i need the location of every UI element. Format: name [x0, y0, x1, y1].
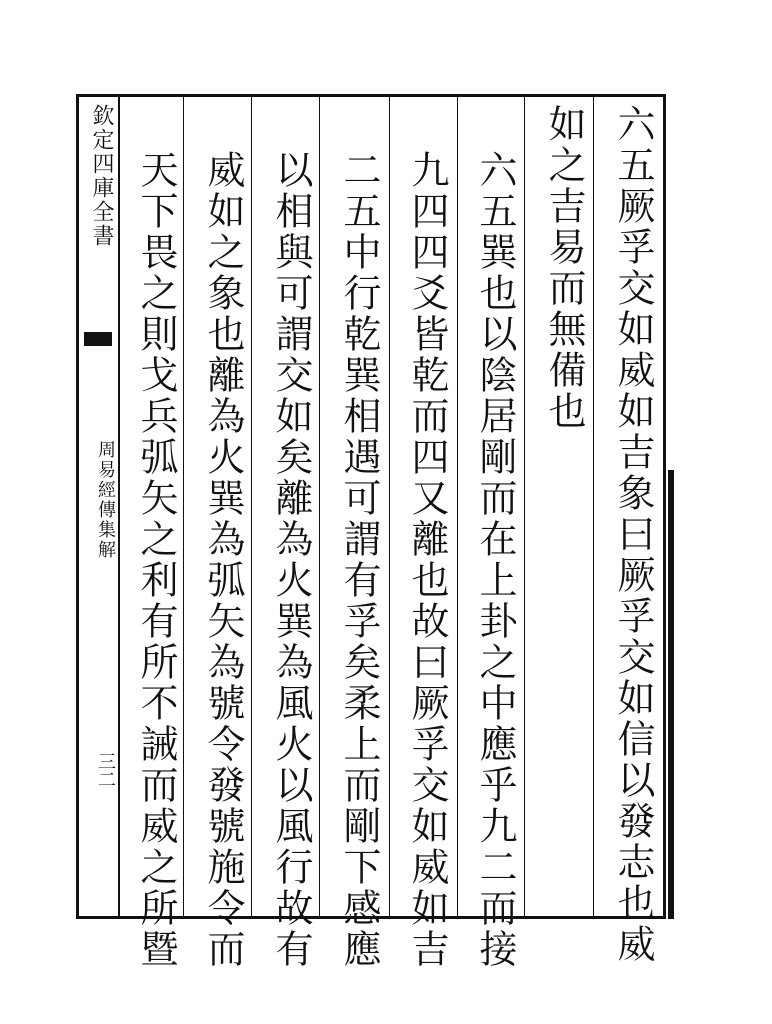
top-border [76, 94, 666, 97]
text-column-3: 六五巽也以陰居剛而在上卦之中應乎九二而接 [473, 150, 517, 970]
page-number: 三二 [95, 752, 116, 788]
text-column-5: 二五中行乾巽相遇可謂有孚矣柔上而剛下感應 [337, 150, 381, 970]
right-border [663, 94, 666, 919]
section-title: 周易經傳集解 [95, 440, 116, 560]
right-border-shadow [668, 470, 674, 919]
column-divider [389, 94, 390, 919]
column-divider [593, 94, 594, 919]
column-divider [457, 94, 458, 919]
text-column-4: 九四四爻皆乾而四又離也故曰厥孚交如威如吉 [405, 150, 449, 970]
column-divider [524, 94, 525, 919]
text-column-1: 六五厥孚交如威如吉象曰厥孚交如信以發志也威 [611, 104, 655, 965]
margin-divider [118, 94, 120, 919]
column-divider [319, 94, 320, 919]
fishtail-mark [84, 332, 112, 346]
left-border [76, 94, 79, 919]
text-column-2: 如之吉易而無備也 [542, 104, 586, 432]
text-column-8: 天下畏之則戈兵弧矢之利有所不誡而威之所暨 [134, 150, 178, 970]
book-title: 欽定四庫全書 [89, 104, 114, 248]
text-column-6: 以相與可謂交如矣離為火巽為風火以風行故有 [269, 150, 313, 970]
column-divider [251, 94, 252, 919]
text-column-7: 威如之象也離為火巽為弧矢為號令發號施令而 [201, 150, 245, 970]
column-divider [183, 94, 184, 919]
